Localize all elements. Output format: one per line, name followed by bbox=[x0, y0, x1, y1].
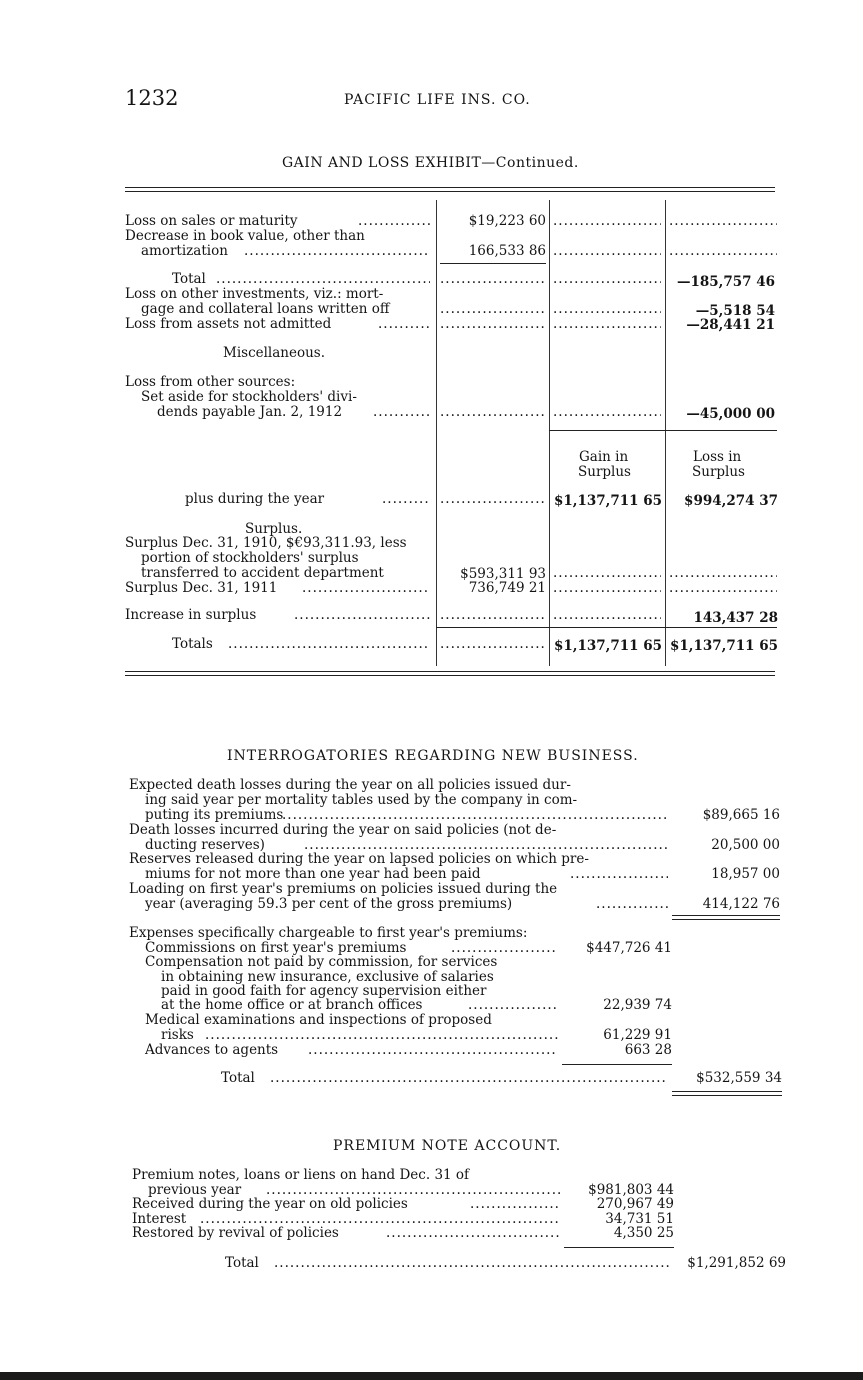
amount: 61,229 91 bbox=[603, 1027, 672, 1043]
row-label: Total bbox=[221, 1070, 255, 1086]
dot-leader bbox=[596, 897, 668, 912]
dot-leader bbox=[386, 1226, 560, 1241]
dot-leader bbox=[553, 317, 661, 332]
row-label: Increase in surplus bbox=[125, 607, 257, 623]
dot-leader bbox=[553, 581, 661, 596]
gain-column-header: Surplus bbox=[578, 464, 631, 480]
row-label: Restored by revival of policies bbox=[132, 1225, 339, 1241]
row-label: portion of stockholders' surplus bbox=[141, 550, 359, 566]
row-label: Loss from other sources: bbox=[125, 374, 296, 390]
amount: $994,274 37 bbox=[684, 493, 778, 509]
table-bottom-rule bbox=[125, 675, 775, 676]
page-number: 1232 bbox=[125, 86, 179, 110]
row-label: Compensation not paid by commission, for services bbox=[145, 954, 498, 970]
dot-leader bbox=[440, 492, 546, 507]
gain-column-header: Gain in bbox=[579, 449, 629, 465]
amount: $1,137,711 65 bbox=[553, 493, 662, 509]
subtotal-rule bbox=[562, 1064, 672, 1065]
dot-leader bbox=[382, 492, 430, 507]
table-bottom-rule bbox=[125, 671, 775, 672]
section-heading: Expenses specifically chargeable to first year's premiums: bbox=[129, 925, 528, 941]
amount: $447,726 41 bbox=[586, 940, 672, 956]
amount: 34,731 51 bbox=[605, 1211, 674, 1227]
row-label: amortization bbox=[141, 243, 228, 259]
row-label: Advances to agents bbox=[145, 1042, 279, 1058]
dot-leader bbox=[358, 214, 430, 229]
row-label: transferred to accident department bbox=[141, 565, 384, 581]
amount: 4,350 25 bbox=[613, 1225, 674, 1241]
dot-leader bbox=[244, 244, 430, 259]
dot-leader bbox=[669, 566, 777, 581]
table-top-rule bbox=[125, 187, 775, 188]
dot-leader bbox=[669, 244, 777, 259]
scan-edge bbox=[0, 1372, 863, 1380]
row-label: Surplus Dec. 31, 1910, $€93,311.93, less bbox=[125, 535, 407, 551]
dot-leader bbox=[669, 214, 777, 229]
row-label: Surplus Dec. 31, 1911 bbox=[125, 580, 278, 596]
dot-leader bbox=[294, 608, 430, 623]
row-label: Total bbox=[172, 271, 206, 287]
amount: 736,749 21 bbox=[468, 580, 546, 596]
row-label: Loss from assets not admitted bbox=[125, 316, 332, 332]
double-rule bbox=[672, 1095, 782, 1096]
row-label: year (averaging 59.3 per cent of the gross premiums) bbox=[145, 896, 513, 912]
column-divider bbox=[549, 200, 550, 666]
dot-leader bbox=[216, 272, 430, 287]
premium-note-title: PREMIUM NOTE ACCOUNT. bbox=[333, 1138, 562, 1154]
row-label: Loss on other investments, viz.: mort- bbox=[125, 286, 384, 302]
amount: $532,559 34 bbox=[696, 1070, 782, 1086]
amount: $19,223 60 bbox=[468, 213, 546, 229]
dot-leader bbox=[378, 317, 430, 332]
row-label: in obtaining new insurance, exclusive of salaries bbox=[161, 969, 494, 985]
amount: 166,533 86 bbox=[468, 243, 546, 259]
dot-leader bbox=[570, 867, 668, 882]
dot-leader bbox=[440, 405, 546, 420]
row-label: Death losses incurred during the year on said policies (not de- bbox=[129, 822, 557, 838]
dot-leader bbox=[308, 1043, 558, 1058]
subtotal-rule bbox=[440, 263, 546, 264]
loss-column-header: Loss in bbox=[693, 449, 742, 465]
double-rule bbox=[672, 919, 780, 920]
amount: —5,518 54 bbox=[695, 303, 775, 319]
row-label: Premium notes, loans or liens on hand Dec. 31 of bbox=[132, 1167, 470, 1183]
dot-leader bbox=[440, 637, 546, 652]
section-heading: Surplus. bbox=[245, 521, 303, 537]
interrogatories-title: INTERROGATORIES REGARDING NEW BUSINESS. bbox=[227, 748, 639, 764]
row-label: plus during the year bbox=[185, 491, 325, 507]
row-label: Interest bbox=[132, 1211, 187, 1227]
amount: $981,803 44 bbox=[588, 1182, 674, 1198]
dot-leader bbox=[270, 1071, 668, 1086]
column-divider bbox=[436, 200, 437, 666]
dot-leader bbox=[470, 1197, 560, 1212]
dot-leader bbox=[669, 581, 777, 596]
dot-leader bbox=[440, 608, 546, 623]
row-label: Received during the year on old policies bbox=[132, 1196, 408, 1212]
row-label: dends payable Jan. 2, 1912 bbox=[157, 404, 343, 420]
row-label: ing said year per mortality tables used by the company in com- bbox=[145, 792, 578, 808]
row-label: miums for not more than one year had been paid bbox=[145, 866, 481, 882]
amount: $593,311 93 bbox=[460, 566, 546, 582]
amount: $1,137,711 65 bbox=[669, 638, 778, 654]
loss-column-header: Surplus bbox=[692, 464, 745, 480]
dot-leader bbox=[553, 566, 661, 581]
totals-rule bbox=[436, 627, 777, 628]
section-heading: Miscellaneous. bbox=[223, 345, 326, 361]
row-label: puting its premiums bbox=[145, 807, 284, 823]
amount: 22,939 74 bbox=[603, 997, 672, 1013]
dot-leader bbox=[553, 302, 661, 317]
amount: $1,137,711 65 bbox=[553, 638, 662, 654]
double-rule bbox=[672, 1091, 782, 1092]
row-label: paid in good faith for agency supervision either bbox=[161, 983, 487, 999]
amount: 270,967 49 bbox=[596, 1196, 674, 1212]
dot-leader bbox=[440, 272, 546, 287]
dot-leader bbox=[302, 581, 430, 596]
row-label: Decrease in book value, other than bbox=[125, 228, 365, 244]
gain-loss-title: GAIN AND LOSS EXHIBIT—Continued. bbox=[282, 155, 579, 171]
row-label: Total bbox=[225, 1255, 259, 1271]
amount: 18,957 00 bbox=[711, 866, 780, 882]
column-rule bbox=[549, 430, 777, 431]
row-label: at the home office or at branch offices bbox=[161, 997, 423, 1013]
dot-leader bbox=[373, 405, 430, 420]
row-label: ducting reserves) bbox=[145, 837, 265, 853]
dot-leader bbox=[553, 405, 661, 420]
amount: 143,437 28 bbox=[693, 610, 778, 626]
row-label: Totals bbox=[172, 636, 213, 652]
dot-leader bbox=[553, 608, 661, 623]
row-label: risks bbox=[161, 1027, 194, 1043]
dot-leader bbox=[440, 302, 546, 317]
dot-leader bbox=[205, 1028, 558, 1043]
row-label: Set aside for stockholders' divi- bbox=[141, 389, 357, 405]
row-label: gage and collateral loans written off bbox=[141, 301, 390, 317]
table-top-rule bbox=[125, 191, 775, 192]
row-label: Medical examinations and inspections of proposed bbox=[145, 1012, 492, 1028]
row-label: Expected death losses during the year on all policies issued dur- bbox=[129, 777, 571, 793]
dot-leader bbox=[553, 214, 661, 229]
dot-leader bbox=[228, 637, 430, 652]
row-label: Commissions on first year's premiums bbox=[145, 940, 407, 956]
row-label: Loading on first year's premiums on policies issued during the bbox=[129, 881, 558, 897]
amount: $1,291,852 69 bbox=[687, 1255, 786, 1271]
amount: $89,665 16 bbox=[702, 807, 780, 823]
amount: —45,000 00 bbox=[686, 406, 775, 422]
subtotal-rule bbox=[564, 1247, 674, 1248]
double-rule bbox=[672, 915, 780, 916]
row-label: previous year bbox=[148, 1182, 242, 1198]
amount: —185,757 46 bbox=[676, 274, 775, 290]
column-divider bbox=[665, 200, 666, 666]
running-title: PACIFIC LIFE INS. CO. bbox=[344, 92, 531, 108]
amount: —28,441 21 bbox=[686, 317, 775, 333]
dot-leader bbox=[282, 808, 668, 823]
amount: 414,122 76 bbox=[702, 896, 780, 912]
dot-leader bbox=[440, 317, 546, 332]
amount: 20,500 00 bbox=[711, 837, 780, 853]
row-label: Reserves released during the year on lapsed policies on which pre- bbox=[129, 851, 589, 867]
row-label: Loss on sales or maturity bbox=[125, 213, 298, 229]
dot-leader bbox=[274, 1256, 670, 1271]
amount: 663 28 bbox=[624, 1042, 672, 1058]
dot-leader bbox=[468, 998, 558, 1013]
dot-leader bbox=[553, 272, 661, 287]
dot-leader bbox=[553, 244, 661, 259]
